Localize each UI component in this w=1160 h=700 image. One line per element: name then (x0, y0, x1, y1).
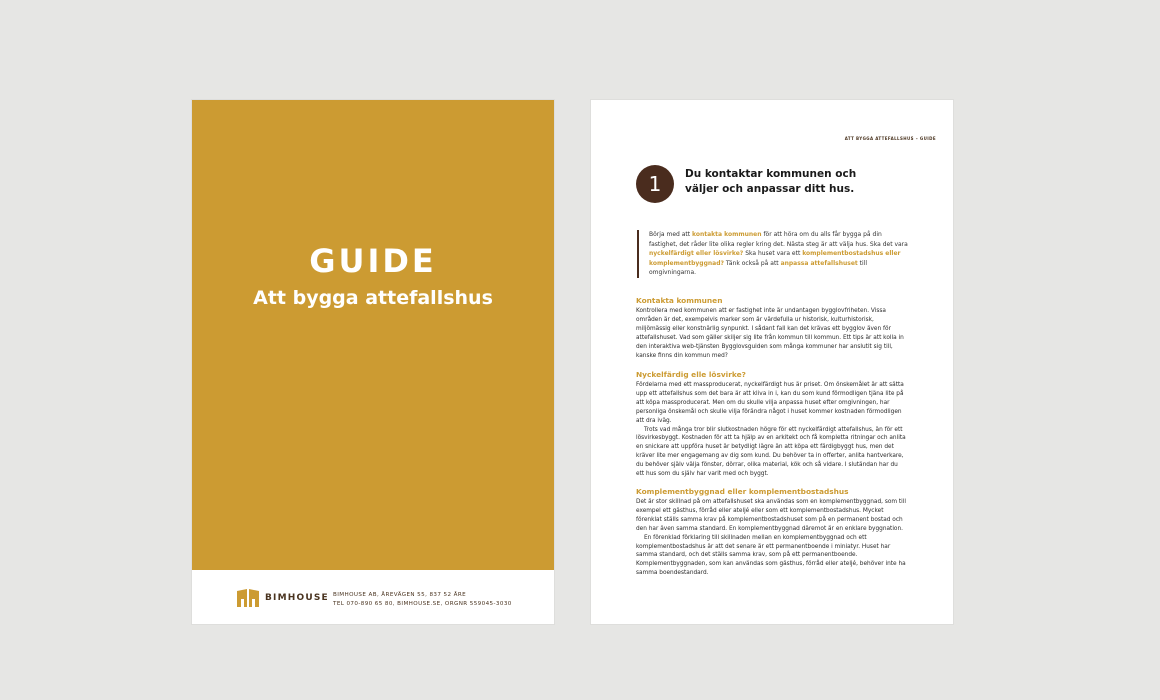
running-head: ATT BYGGA ATTEFALLSHUS – GUIDE (844, 136, 936, 141)
section-paragraph: Kontrollera med kommunen att er fastighet inte är undantagen bygglovfriheten. Vissa områden är det, exempelvis marker som är värdefulla ur historisk, kulturhistorisk, miljömässig eller konstnärlig synpunkt. I sådant fall kan det krävas ett bygglov även för attefallshuset. Vad som gäller skiljer sig lite från kommun till kommun. Ett tips är att kolla in den interaktiva web-tjänsten Bygglovsguiden som många kommuner har anslutit sig till, kanske finns din kommun med? (636, 308, 904, 359)
intro-text-2: för att höra om du alls får bygga på din fastighet, det råder lite olika regler kring det. Nästa steg är att välja hus. Ska det vara (649, 231, 908, 248)
step-title (685, 167, 856, 196)
cover-page (192, 100, 554, 624)
intro-highlight-3: komplementbostadshus eller komplementbyggnad? (649, 250, 901, 267)
intro-text-3: Ska huset vara ett (743, 250, 803, 257)
intro-highlight-4: anpassa attefallshuset (780, 259, 858, 267)
step-title-line-1: Du kontaktar kommunen och (685, 168, 857, 180)
intro-highlight-2: nyckelfärdigt eller lösvirke? (649, 250, 744, 257)
intro-paragraph (637, 230, 911, 278)
intro-highlight-1: kontakta kommunen (692, 231, 762, 238)
content-page (591, 100, 953, 624)
section-heading: Kontakta kommunen (636, 296, 723, 305)
house-book-icon (236, 588, 260, 608)
section-paragraph: Det är stor skillnad på om attefallshuset ska användas som en komplementbyggnad, som till exempel ett gästhus, förråd eller ateljé eller som ett komplementbostadshus. Mycket förenklat ställs samma krav på komplementbostadshuset som på en permanent bostad och den har även samma standard. En komplementbyggnad däremot är en enklare byggnation. (636, 499, 906, 532)
section-heading: Komplementbyggnad eller komplementbostadshus (636, 487, 849, 496)
cover-color-panel (192, 100, 554, 570)
intro-text-1: Börja med att (649, 231, 693, 238)
section-paragraph: Trots vad många tror blir slutkostnaden högre för ett nyckelfärdigt attefallshus, än för ett lösvirkesbyggt. Kostnaden för att ta hjälp av en arkitekt och få kompletta ritningar och anlita en snickare att uppföra huset är betydligt lägre än att köpa ett färdigbyggt hus, men det kräver lite mer engagemang av dig som kund. Du behöver ta in offerter, anlita hantverkare, du behöver själv välja fönster, dörrar, olika material, kök och så vidare. I slutändan har du ett hus som du själv har varit med och byggt. (636, 426, 906, 478)
section-paragraph: Fördelarna med ett massproducerat, nyckelfärdigt hus är priset. Om önskemålet är att sätta upp ett attefallshus som det bara är att kliva in i, kan du som kund förmodligen tjäna lite på att köpa massproducerat. Men om du skulle vilja anpassa huset efter omgivningen, har personliga önskemål och skulle vilja förändra något i huset kommer kostnaden förmodligen att dra iväg. (636, 382, 904, 424)
brand-name: BIMHOUSE (265, 593, 329, 603)
step-title-line-2: väljer och anpassar ditt hus. (685, 182, 855, 195)
address-line-1: BIMHOUSE AB, ÅREVÄGEN 55, 837 52 ÅRE (333, 592, 467, 598)
cover-footer (192, 570, 554, 624)
section-komplementbyggnad (636, 487, 906, 578)
section-paragraph: En förenklad förklaring till skillnaden mellan en komplementbyggnad och ett komplementbostadshus är att det senare är ett permanentboende i miniatyr. Huset har samma standard, och det ställs samma krav, som på ett permanentboende. Komplementbyggnaden, som kan användas som gästhus, förråd eller ateljé, behöver inte ha samma boendestandard. (636, 534, 906, 577)
intro-text-4: Tänk också på att (723, 259, 781, 267)
address-line-2: TEL 070-890 65 80, BIMHOUSE.SE, ORGNR 559045-3030 (333, 601, 512, 607)
section-nyckelfardig (636, 370, 906, 479)
cover-subtitle: Att bygga attefallshus (253, 287, 493, 309)
intro-text-5: till omgivningarna. (649, 259, 868, 276)
section-heading: Nyckelfärdig elle lösvirke? (636, 370, 746, 379)
step-number-badge: 1 (636, 165, 674, 203)
cover-title: GUIDE (309, 242, 437, 280)
section-kontakta-kommunen (636, 296, 906, 360)
